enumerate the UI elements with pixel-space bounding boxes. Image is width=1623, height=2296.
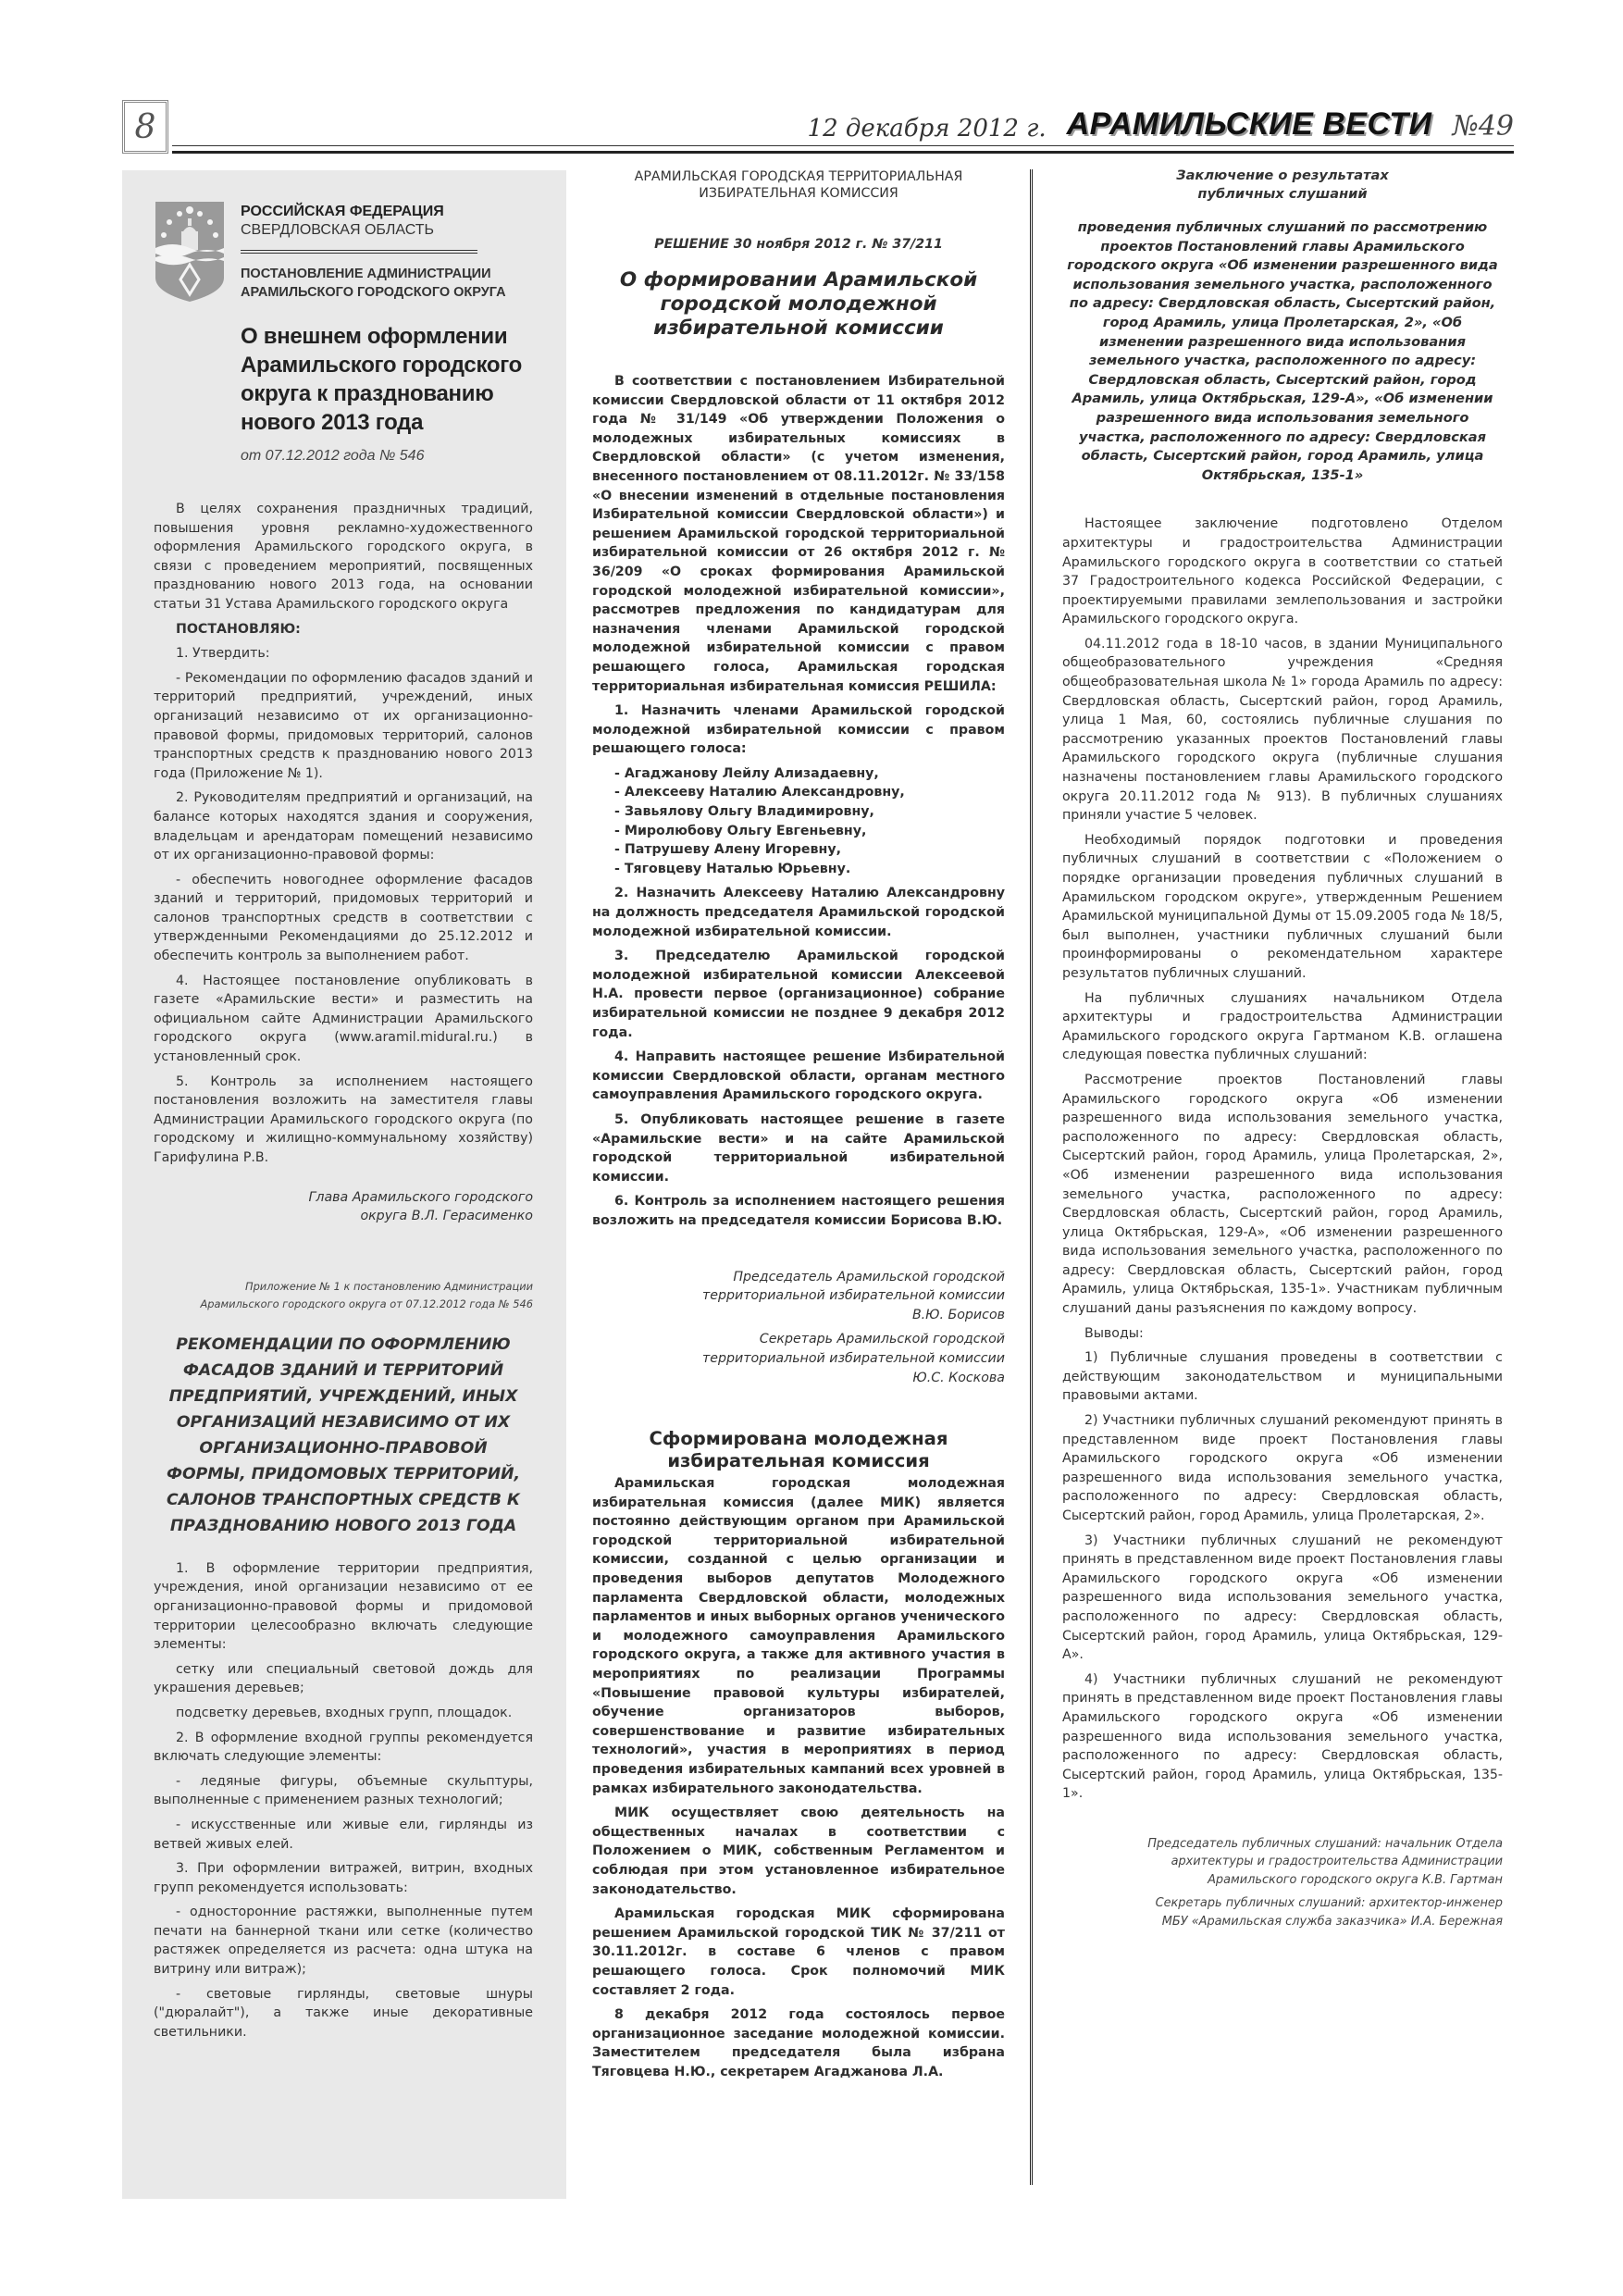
conclusion-subtitle: проведения публичных слушаний по рассмотрению проектов Постановлений главы Арамильского городского округа «Об изменении разрешенного вида использования земельного участка, расположенного по адресу: Свердловская область, Сысертский район, город Арамиль, улица Пролетарская, 2», «Об изменении разрешенного вида использования земельного участка, расположенного по адресу: Свердловская область, Сысертский район, город Арамиль, улица Октябрьская, 129-А», «Об изменении разрешенного вида использования земельного участка, расположенного по адресу: Свердловская область, Сысертский район, город Арамиль, улица Октябрьская, 135-1» [1067,219,1498,483]
conclusion-body [1062,515,1503,1804]
paragraph: подсветку деревьев, входных групп, площадок. [176,1705,513,1720]
member-item: - Завьялову Ольгу Владимировну, [614,804,874,820]
paragraph: 1) Публичные слушания проведены в соответствии с действующим законодательством и муниципальными правовыми актами. [1062,1350,1503,1404]
recommendations-title: РЕКОМЕНДАЦИИ ПО ОФОРМЛЕНИЮ ФАСАДОВ ЗДАНИЙ И ТЕРРИТОРИЙ ПРЕДПРИЯТИЙ, УЧРЕЖДЕНИЙ, ИНЫХ ОРГАНИЗАЦИЙ НЕЗАВИСИМО ОТ ИХ ОРГАНИЗАЦИОННО-ПРАВОВОЙ ФОРМЫ, ПРИДОМОВЫХ ТЕРРИТОРИЙ, САЛОНОВ ТРАНСПОРТНЫХ СРЕДСТВ К ПРАЗДНОВАНИЮ НОВОГО 2013 ГОДА [166,1334,521,1535]
chair-signature [592,1268,1005,1325]
paragraph: 4. Направить настоящее решение Избирательной комиссии Свердловской области, органам местного самоуправления Арамильского городского округа. [592,1049,1005,1103]
region-label: СВЕРДЛОВСКАЯ ОБЛАСТЬ [241,222,435,238]
resolve-heading: ПОСТАНОВЛЯЮ: [176,621,301,637]
paragraph: МИК осуществляет свою деятельность на общественных началах в соответствии с Положением о МИК, собственным Регламентом и соблюдая при этом установленное избирательное законодательство. [592,1806,1005,1897]
signature-line: Председатель публичных слушаний: начальник Отдела [1147,1836,1503,1851]
appendix-note-line: Приложение № 1 к постановлению Администрации [245,1279,533,1293]
paragraph: 4. Настоящее постановление опубликовать в газете «Арамильские вести» и разместить на официальном сайте Администрации Арамильского городского округа (www.aramil.midural.ru.) в установленный срок. [154,973,533,1065]
signature-line: округа В.Л. Герасименко [360,1209,533,1224]
signature-line: Глава Арамильского городского [308,1189,533,1205]
doc-type-line1: ПОСТАНОВЛЕНИЕ АДМИНИСТРАЦИИ [241,267,491,281]
recommendations-body [154,1559,533,2042]
official-header [154,192,533,304]
paragraph: 2. Назначить Алексееву Наталию Александровну на должность председателя Арамильской городской молодежной избирательной комиссии. [592,886,1005,939]
paragraph: 3. При оформлении витражей, витрин, входных групп рекомендуется использовать: [154,1861,533,1895]
paragraph: В целях сохранения праздничных традиций, повышения уровня рекламно-художественного оформления Арамильского городского округа, в связи с проведением мероприятий, посвященных празднованию нового 2013 года, на основании статьи 31 Устава Арамильского городского округа [154,502,533,612]
masthead [808,102,1514,143]
doc-type-line2: АРАМИЛЬСКОГО ГОРОДСКОГО ОКРУГА [241,285,506,300]
paragraph: Рассмотрение проектов Постановлений главы Арамильского городского округа «Об изменении разрешенного вида использования земельного участка, расположенного по адресу: Свердловская область, Сысертский район, город Арамиль, улица Пролетарская, 2», «Об изменении разрешенного вида использования земельного участка, расположенного по адресу: Свердловская область, Сысертский район, город Арамиль, улица Октябрьская, 129-А», «Об изменении разрешенного вида использования земельного участка, расположенного по адресу: Свердловская область, Сысертский район, город Арамиль, улица Октябрьская, 135-1». Участникам публичным слушаний даны разъяснения по каждому вопросу. [1062,1072,1503,1317]
member-item: - Агаджанову Лейлу Ализадаевну, [614,765,879,781]
secretary-signature [1062,1894,1503,1930]
decision-number: РЕШЕНИЕ 30 ноября 2012 г. № 37/211 [654,237,943,252]
paragraph: 4) Участники публичных слушаний не рекомендуют принять в представленном виде проект Постановления главы Арамильского городского округа «Об изменении разрешенного вида использования земельного участка, расположенного по адресу: Свердловская область, Сысертский район, город Арамиль, улица Октябрьская, 135-1». [1062,1671,1503,1802]
resolution-546-panel [122,170,566,2199]
resolution-title: О внешнем оформлении Арамильского городского округа к празднованию нового 2013 года [241,324,522,435]
commission-name [592,168,1005,202]
column-double-divider [1030,169,1033,2185]
paragraph: 8 декабря 2012 года состоялось первое организационное заседание молодежной комиссии. Заместителем председателя была избрана Тяговцева Н.Ю., секретарем Агаджанова Л.А. [592,2007,1005,2079]
paragraph: 5. Контроль за исполнением настоящего постановления возложить на заместителя главы Администрации Арамильского городского округа (по городскому и жилищно-коммунальному хозяйству) Гарифулина Р.В. [154,1074,533,1165]
decision-title: О формировании Арамильской городской молодежной избирательной комиссии [619,268,978,340]
member-item: - Патрушеву Алену Игоревну, [614,842,841,858]
paragraph: Настоящее заключение подготовлено Отделом архитектуры и градостроительства Администрации Арамильского городского округа в соответствии со статьей 37 Градостроительного кодекса Российской Федерации, с проектируемыми правилами землепользования и застройки Арамильского городского округа. [1062,516,1503,627]
paragraph: - световые гирлянды, световые шнуры ("дюралайт"), а также иные декоративные светильники. [154,1986,533,2040]
signature-line: Арамильского городского округа К.В. Гартман [1208,1872,1503,1887]
conclusion-title [1062,167,1503,204]
title-line: публичных слушаний [1197,186,1368,202]
member-item: - Алексееву Наталию Александровну, [614,785,905,800]
signature-line: Секретарь Арамильской городской [759,1332,1005,1347]
paragraph: 04.11.2012 года в 18-10 часов, в здании Муниципального общеобразовательного учреждения «Средняя общеобразовательная школа № 1» города Арамиль по адресу: Свердловская область, Сысертский район, город Арамиль, улица 1 Мая, 60, состоялись публичные слушания по рассмотрению указанных проектов Постановлений главы Арамильского городского округа (публичные слушания назначены постановлением главы Арамильского городского округа 20.11.2012 года № 913). В публичных слушаниях приняли участие 5 человек. [1062,636,1503,824]
commission-line: АРАМИЛЬСКАЯ ГОРОДСКАЯ ТЕРРИТОРИАЛЬНАЯ [634,169,963,184]
paragraph: 6. Контроль за исполнением настоящего решения возложить на председателя комиссии Борисова В.Ю. [592,1194,1005,1228]
newspaper-name: АРАМИЛЬСКИЕ ВЕСТИ [1066,106,1432,142]
country-label: РОССИЙСКАЯ ФЕДЕРАЦИЯ [241,204,444,219]
paragraph: Арамильская городская молодежная избирательная комиссия (далее МИК) является постоянно действующим органом при Арамильской городской территориальной избирательной комиссии, созданной с целью организации и проведения выборов депутатов Молодежного парламента Свердловской области, молодежных парламентов и иных выборных органов ученического и молодежного самоуправления Арамильского городского округа, а также для активного участия в мероприятиях по реализации Программы «Повышение правовой культуры избирателей, обучение организаторов выборов, совершенствование и развитие избирательных технологий», участия в мероприятиях в период проведения избирательных кампаний всех уровней в рамках избирательного законодательства. [592,1476,1005,1796]
paragraph: 3) Участники публичных слушаний не рекомендуют принять в представленном виде проект Постановления главы Арамильского городского округа «Об изменении разрешенного вида использования земельного участка, расположенного по адресу: Свердловская область, Сысертский район, город Арамиль, улица Октябрьская, 129-А». [1062,1533,1503,1663]
paragraph: - искусственные или живые ели, гирлянды из ветвей живых елей. [154,1817,533,1852]
paragraph: - обеспечить новогоднее оформление фасадов зданий и территорий, придомовых территорий и салонов транспортных средств в соответствии с утвержденными Рекомендациями до 25.12.2012 и обеспечить контроль за выполнением работ. [154,872,533,964]
head-signature [154,1188,533,1226]
resolution-date-number: от 07.12.2012 года № 546 [241,448,425,464]
paragraph: Необходимый порядок подготовки и проведения публичных слушаний в соответствии с «Положением о порядке организации проведения публичных слушаний в Арамильском городском округе», утвержденным Решением Арамильской муниципальной Думы от 15.09.2005 года № 18/5, был выполнен, участники публичных слушаний были проинформированы о рекомендательном характере результатов публичных слушаний. [1062,832,1503,981]
signature-line: МБУ «Арамильская служба заказчика» И.А. Бережная [1161,1914,1503,1929]
paragraph: В соответствии с постановлением Избирательной комиссии Свердловской области от 11 октября 2012 года № 31/149 «Об утверждении Положения о молодежных избирательных комиссиях в Свердловской области» (с учетом изменения, внесенного постановлением от 08.11.2012г. № 33/158 «О внесении изменений в отдельные постановления Избирательной комиссии Свердловской области») и решением Арамильской городской территориальной избирательной комиссии от 26 октября 2012 г. № 36/209 «О сроках формирования Арамильской городской молодежной избирательной комиссии», рассмотрев предложения по кандидатурам для назначения членами Арамильской городской молодежной избирательной комиссии с правом решающего голоса, Арамильская городская территориальная избирательная комиссия РЕШИЛА: [592,374,1005,694]
paragraph: 2. Руководителям предприятий и организаций, на балансе которых находятся здания и сооружения, владельцам и арендаторам помещений независимо от их организационно-правовой формы: [154,790,533,863]
member-item: - Миролюбову Ольгу Евгеньевну, [614,823,867,838]
paragraph: - Рекомендации по оформлению фасадов зданий и территорий предприятий, учреждений, иных организаций независимо от их организационно-правовой формы, придомовых территорий, салонов транспортных средств к празднованию нового 2013 года (Приложение № 1). [154,670,533,781]
paragraph: 3. Председателю Арамильской городской молодежной избирательной комиссии Алексеевой Н.А. провести первое (организационное) собрание избирательной комиссии не позднее 9 декабря 2012 года. [592,949,1005,1040]
paragraph: 1. Утвердить: [176,646,270,662]
signature-line: территориальной избирательной комиссии [702,1288,1005,1304]
conclusions-heading: Выводы: [1084,1325,1144,1341]
title-line: Заключение о результатах [1176,168,1389,183]
signature-name: Ю.С. Коскова [912,1370,1005,1385]
secretary-signature [592,1330,1005,1387]
hearing-signatures [1062,1835,1503,1930]
signature-line: Председатель Арамильской городской [733,1269,1005,1285]
paragraph: - односторонние растяжки, выполненные путем печати на баннерной ткани или сетке (количество растяжек определяется из расчета: одна штука на витрину или витраж); [154,1905,533,1978]
issue-date: 12 декабря 2012 г. [807,115,1047,143]
paragraph: На публичных слушаниях начальником Отдела архитектуры и градостроительства Администрации Арамильского городского округа Гартманом К.В. оглашена следующая повестка публичных слушаний: [1062,990,1503,1063]
news-body [592,1474,1005,2081]
commission-line: ИЗБИРАТЕЛЬНАЯ КОМИССИЯ [699,186,898,201]
signature-line: архитектуры и градостроительства Администрации [1171,1855,1503,1869]
public-hearings-column [1062,167,1503,1936]
decision-signatures [592,1268,1005,1388]
member-item: - Тяговцеву Наталью Юрьевну. [614,861,851,876]
paragraph: сетку или специальный световой дождь для украшения деревьев; [154,1661,533,1696]
signature-line: территориальной избирательной комиссии [702,1350,1005,1366]
appendix-note [154,1278,533,1313]
appendix-note-line: Арамильского городского округа от 07.12.2012 года № 546 [200,1297,533,1310]
paragraph: 1. Назначить членами Арамильской городской молодежной избирательной комиссии с правом решающего голоса: [592,703,1005,757]
header-double-rule [172,145,1514,154]
aramil-coat-of-arms-icon [154,200,226,304]
paragraph: 2) Участники публичных слушаний рекомендуют принять в представленном виде проект Постановления главы Арамильского городского округа «Об изменении разрешенного вида использования земельного участка, расположенного по адресу: Свердловская область, Сысертский район, город Арамиль, улица Пролетарская, 2». [1062,1413,1503,1523]
decision-body [592,372,1005,1231]
signature-name: В.Ю. Борисов [911,1307,1005,1322]
header-divider [241,250,477,254]
signature-line: Секретарь публичных слушаний: архитектор-инженер [1155,1896,1503,1911]
member-list [614,764,1005,879]
paragraph: 1. В оформление территории предприятия, учреждения, иной организации независимо от ее организационно-правовой формы и придомовой территории целесообразно включать следующие элементы: [154,1560,533,1653]
resolution-body [154,500,533,1168]
chair-signature [1062,1835,1503,1889]
issue-number: №49 [1452,110,1514,143]
election-commission-column [592,168,1005,2088]
news-title: Сформирована молодежная избирательная комиссия [649,1428,948,1472]
page-number: 8 [122,100,168,154]
paragraph: 5. Опубликовать настоящее решение в газете «Арамильские вести» и на сайте Арамильской городской территориальной избирательной комиссии. [592,1111,1005,1185]
paragraph: 2. В оформление входной группы рекомендуется включать следующие элементы: [154,1730,533,1765]
paragraph: Арамильская городская МИК сформирована решением Арамильской городской ТИК № 37/211 от 30.11.2012г. в составе 6 членов с правом решающего голоса. Срок полномочий МИК составляет 2 года. [592,1906,1005,1998]
paragraph: - ледяные фигуры, объемные скульптуры, выполненные с применением разных технологий; [154,1773,533,1808]
